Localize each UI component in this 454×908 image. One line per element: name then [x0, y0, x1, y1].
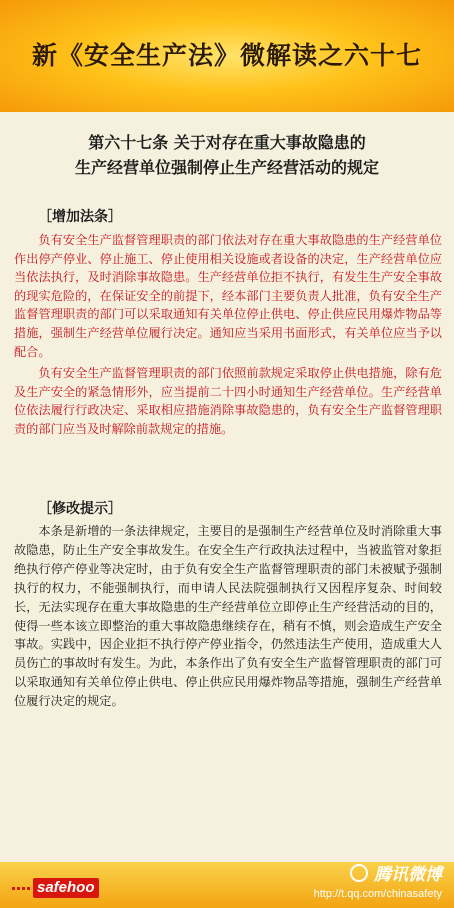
logo-text: safehoo — [33, 878, 99, 898]
safehoo-logo[interactable] — [12, 878, 99, 898]
revision-paragraph-1: 本条是新增的一条法律规定，主要目的是强制生产经营单位及时消除重大事故隐患，防止生产安全事故发生。在安全生产行政执法过程中，当被监管对象拒绝执行停产停业等决定时，由于负有安全生产监督管理职责的部门未被赋予强制执行的权力，不能强制执行，而申请人民法院强制执行又因程序复杂、时间较长，无法实现存在重大事故隐患的生产经营单位立即停止生产经营活动的目的，使得一些本该立即整治的重大事故隐患继续存在，稍有不慎，则会造成生产安全事故。实践中，因企业拒不执行停产停业指令，仍然违法生产使用，造成重大人员伤亡的事故时有发生。为此，本条作出了负有安全生产监督管理职责的部门可以采取通知有关单位停止供电、停止供应民用爆炸物品等措施，强制生产经营单位履行决定的规定。 — [14, 524, 442, 709]
revision-section-body — [14, 522, 442, 714]
banner-title: 新《安全生产法》微解读之六十七 — [31, 41, 422, 70]
weibo-name — [314, 864, 442, 886]
header-banner — [0, 0, 454, 112]
added-section-body — [14, 231, 442, 442]
article-title-line2: 生产经营单位强制停止生产经营活动的规定 — [74, 158, 379, 177]
footer-bar — [0, 862, 454, 908]
revision-section-heading: ［修改提示］ — [38, 501, 122, 517]
weibo-badge[interactable] — [314, 864, 442, 902]
article-title-line1: 第六十七条 关于对存在重大事故隐患的 — [88, 133, 366, 152]
weibo-url[interactable]: http://t.qq.com/chinasafety — [313, 888, 442, 900]
weibo-icon — [350, 864, 368, 882]
logo-dots-icon — [12, 887, 30, 890]
weibo-name-text: 腾讯微博 — [374, 865, 442, 884]
added-paragraph-1: 负有安全生产监督管理职责的部门依法对存在重大事故隐患的生产经营单位作出停产停业、停止施工、停止使用相关设施或者设备的决定，生产经营单位应当依法执行，及时消除事故隐患。生产经营单位拒不执行，有发生生产安全事故的现实危险的，在保证安全的前提下，经本部门主要负责人批准，负有安全生产监督管理职责的部门可以采取通知有关单位停止供电、停止供应民用爆炸物品等措施，强制生产经营单位履行决定。通知应当采用书面形式，有关单位应当予以配合。 — [14, 233, 442, 359]
added-section-heading: ［增加法条］ — [38, 209, 122, 225]
added-paragraph-2: 负有安全生产监督管理职责的部门依照前款规定采取停止供电措施，除有危及生产安全的紧急情形外，应当提前二十四小时通知生产经营单位。生产经营单位依法履行行政决定、采取相应措施消除事故隐患的，负有安全生产监督管理职责的部门应当及时解除前款规定的措施。 — [14, 366, 442, 436]
article-title — [0, 130, 454, 180]
